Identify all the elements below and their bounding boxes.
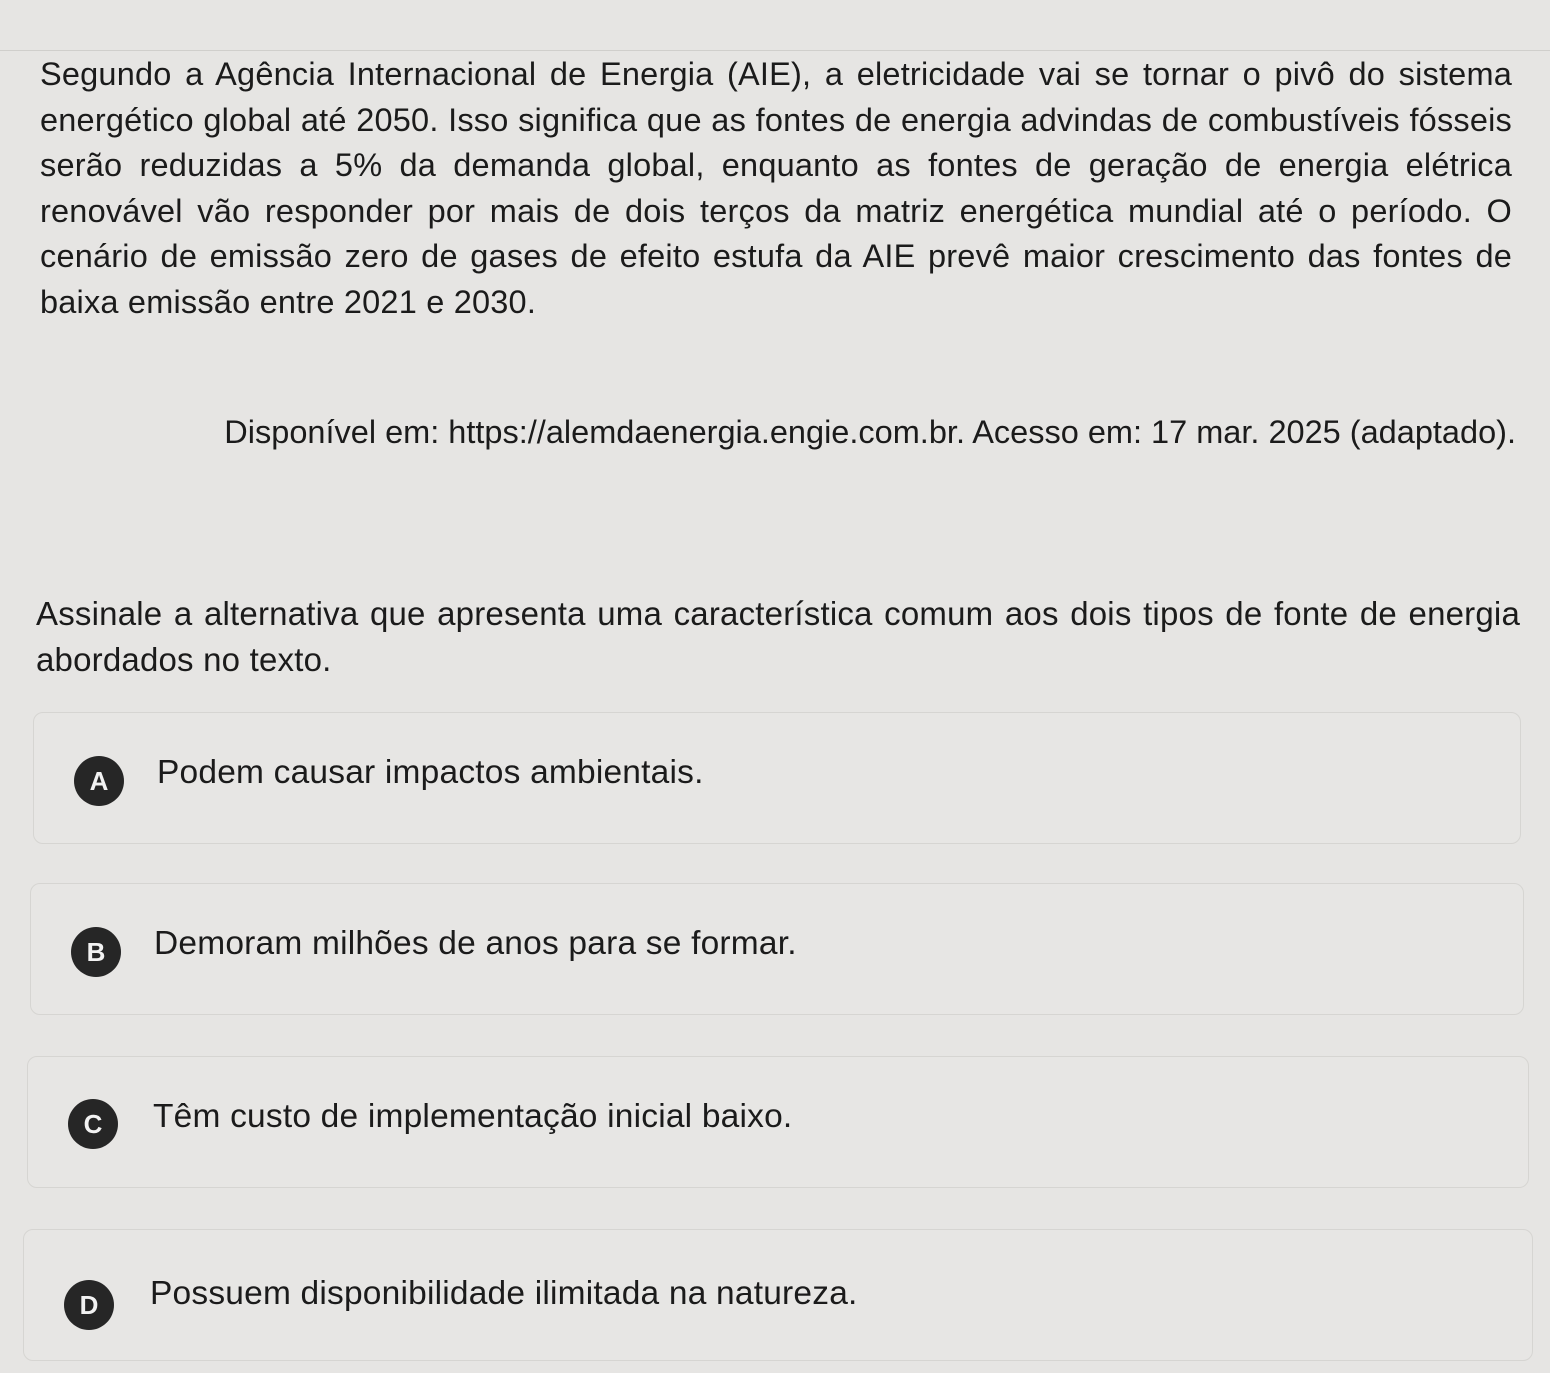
option-letter-badge: A <box>74 756 124 806</box>
top-divider <box>0 50 1550 51</box>
option-text: Têm custo de implementação inicial baixo. <box>153 1098 793 1135</box>
option-b[interactable] <box>30 883 1524 1015</box>
option-a[interactable] <box>33 712 1521 844</box>
option-text: Possuem disponibilidade ilimitada na natureza. <box>150 1275 858 1312</box>
option-text: Podem causar impactos ambientais. <box>157 754 704 791</box>
option-d[interactable] <box>23 1229 1533 1361</box>
option-c[interactable] <box>27 1056 1529 1188</box>
question-prompt: Assinale a alternativa que apresenta uma característica comum aos dois tipos de fonte de energia abordados no texto. <box>36 595 1520 678</box>
option-text: Demoram milhões de anos para se formar. <box>154 925 797 962</box>
option-letter-badge: B <box>71 927 121 977</box>
option-letter-badge: C <box>68 1099 118 1149</box>
option-letter-badge: D <box>64 1280 114 1330</box>
source-citation: Disponível em: https://alemdaenergia.engie.com.br. Acesso em: 17 mar. 2025 (adaptado). <box>224 414 1516 450</box>
passage-text: Segundo a Agência Internacional de Energia (AIE), a eletricidade vai se tornar o pivô do sistema energético global até 2050. Isso significa que as fontes de energia advindas de combustíveis fósseis serão reduzidas a 5% da demanda global, enquanto as fontes de geração de energia elétrica renovável vão responder por mais de dois terços da matriz energética mundial até o período. O cenário de emissão zero de gases de efeito estufa da AIE prevê maior crescimento das fontes de baixa emissão entre 2021 e 2030. <box>40 56 1512 320</box>
